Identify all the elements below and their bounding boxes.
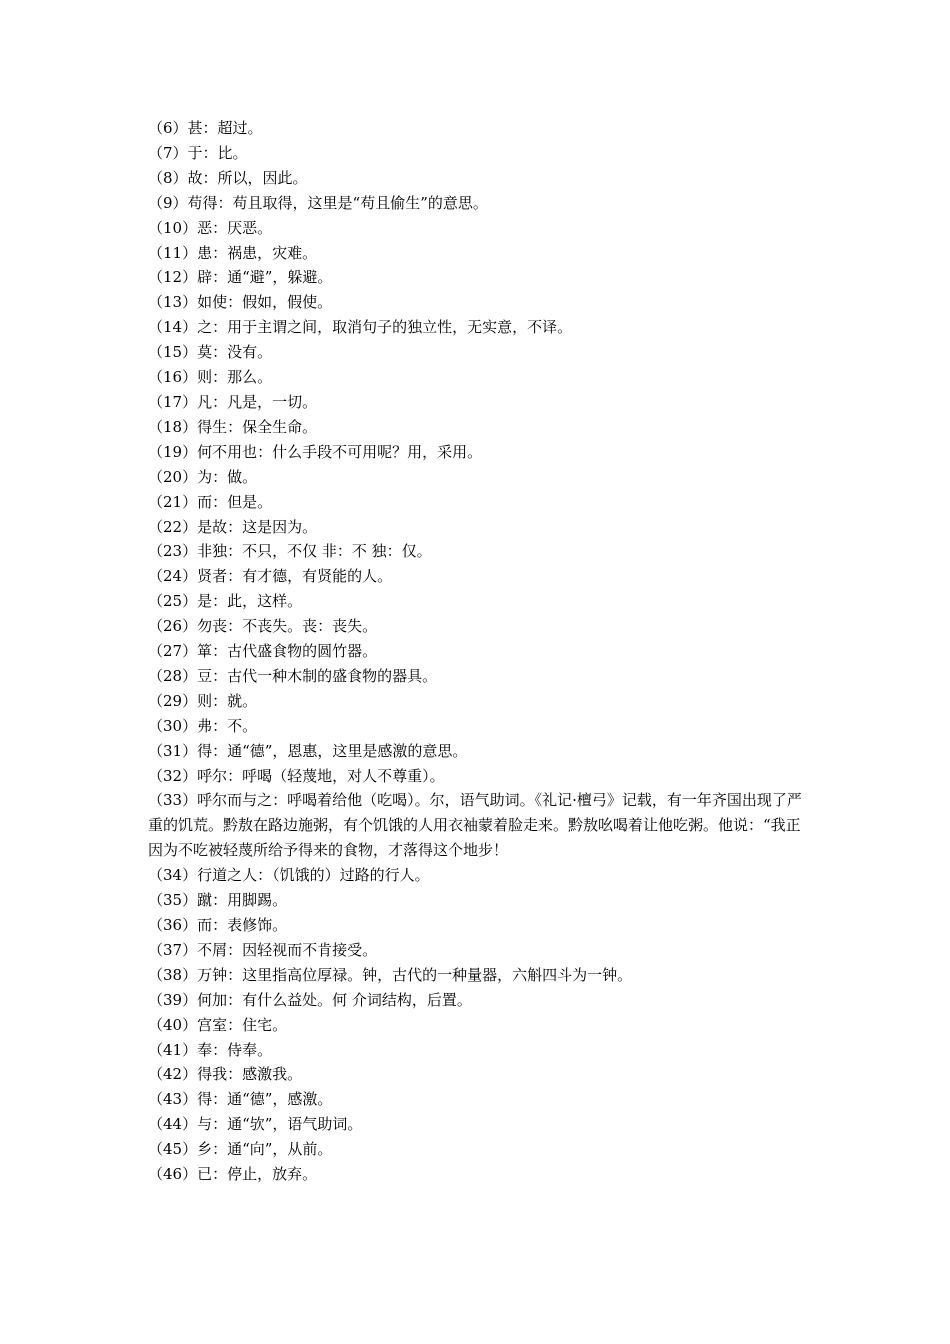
note-item: （9）苟得：苟且取得，这里是“苟且偷生”的意思。 (148, 193, 488, 212)
note-item: （36）而：表修饰。 (148, 916, 288, 934)
note-item: （23）非独：不只，不仅 非：不 独：仅。 (148, 542, 432, 561)
note-item: （39）何加：有什么益处。何 介词结构，后置。 (148, 990, 472, 1009)
note-item: （41）奉：侍奉。 (148, 1040, 273, 1059)
note-item-long: （33）呼尔而与之：呼喝着给他（吃喝）。尔，语气助词。《礼记·檀弓》记载，有一年齐国出现了严重的饥荒。黔敖在路边施粥，有个饥饿的人用衣袖蒙着脸走来。黔敖吆喝着让他吃粥。他说：“我正因为不吃被轻蔑所给予得来的食物，才落得这个地步！ (148, 791, 802, 860)
note-item: （32）呼尔：呼喝（轻蔑地，对人不尊重）。 (148, 766, 445, 785)
note-item: （40）宫室：住宅。 (148, 1015, 288, 1034)
note-item: （8）故：所以，因此。 (148, 168, 308, 187)
note-item: （35）蹴：用脚踢。 (148, 891, 288, 910)
note-item: （34）行道之人：（饥饿的）过路的行人。 (148, 866, 430, 885)
note-item: （30）弗：不。 (148, 716, 258, 735)
note-item: （22）是故：这是因为。 (148, 517, 318, 536)
note-item: （31）得：通“德”，恩惠，这里是感激的意思。 (148, 741, 468, 760)
note-item: （29）则：就。 (148, 691, 258, 710)
note-item: （45）乡：通“向”，从前。 (148, 1140, 333, 1159)
note-item: （14）之：用于主谓之间，取消句子的独立性，无实意，不译。 (148, 318, 573, 337)
note-item: （26）勿丧：不丧失。丧：丧失。 (148, 617, 378, 636)
note-item: （13）如使：假如，假使。 (148, 293, 333, 312)
note-item: （19）何不用也：什么手段不可用呢？用，采用。 (148, 442, 483, 461)
note-item: （42）得我：感激我。 (148, 1065, 303, 1084)
note-item: （24）贤者：有才德，有贤能的人。 (148, 567, 393, 586)
note-item: （25）是：此，这样。 (148, 592, 303, 611)
note-item: （28）豆：古代一种木制的盛食物的器具。 (148, 666, 438, 685)
note-item: （7）于：比。 (148, 143, 248, 162)
note-item: （12）辟：通“避”，躲避。 (148, 268, 333, 287)
note-item: （46）已：停止，放弃。 (148, 1165, 318, 1184)
note-item: （38）万钟：这里指高位厚禄。钟，古代的一种量器，六斛四斗为一钟。 (148, 965, 633, 984)
note-item: （21）而：但是。 (148, 492, 273, 511)
note-item: （15）莫：没有。 (148, 343, 273, 362)
note-item: （17）凡：凡是，一切。 (148, 392, 318, 411)
note-item: （6）甚：超过。 (148, 119, 263, 137)
note-item: （27）箪：古代盛食物的圆竹器。 (148, 642, 378, 661)
note-item: （37）不屑：因轻视而不肯接受。 (148, 940, 378, 959)
note-item: （11）患：祸患，灾难。 (148, 243, 318, 262)
note-item: （44）与：通“欤”，语气助词。 (148, 1115, 363, 1134)
note-item: （16）则：那么。 (148, 368, 273, 387)
note-item: （43）得：通“德”，感激。 (148, 1090, 333, 1109)
annotation-page (148, 116, 808, 1187)
note-item: （18）得生：保全生命。 (148, 417, 318, 436)
note-item: （20）为：做。 (148, 467, 258, 486)
note-item: （10）恶：厌恶。 (148, 218, 273, 237)
